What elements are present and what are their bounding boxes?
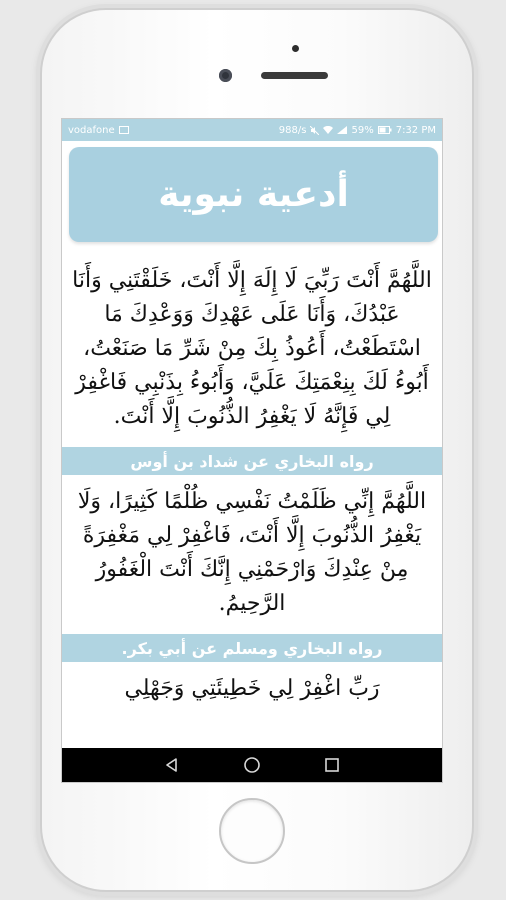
earpiece-speaker [261,72,328,79]
status-bar [62,119,442,141]
front-camera [219,69,232,82]
home-nav-button[interactable] [240,753,264,777]
battery-percent: 59% [351,124,374,136]
page-title: أدعية نبوية [158,174,349,215]
mute-icon [310,126,319,135]
wifi-icon [323,126,333,134]
recents-button[interactable] [320,753,344,777]
signal-icon [337,126,347,134]
carrier-label: vodafone [68,124,115,136]
network-speed: 988/s [278,124,307,136]
proximity-sensor [292,45,299,52]
dua-text: اللَّهُمَّ إِنِّي ظَلَمْتُ نَفْسِي ظُلْمًا كَثِيرًا، وَلَا يَغْفِرُ الذُّنُوبَ إِلَّا أَنْتَ، فَاغْفِرْ لِي مَغْفِرَةً مِنْ عِنْدِكَ وَارْحَمْنِي إِنَّكَ أَنْتَ الْغَفُورُ الرَّحِيمُ. [77,489,427,616]
screen [61,118,443,783]
narrator-bar: رواه البخاري ومسلم عن أبي بكر. [62,634,442,662]
dua-text: رَبِّ اغْفِرْ لِي خَطِيئَتِي وَجَهْلِي [124,676,380,701]
header-card [69,147,438,242]
physical-home-button[interactable] [219,798,285,864]
home-circle-icon [243,756,261,774]
battery-icon [378,126,392,134]
navigation-bar [62,748,442,782]
clock: 7:32 PM [395,124,436,136]
dua-list[interactable] [62,141,442,748]
back-button[interactable] [160,753,184,777]
recents-square-icon [324,757,340,773]
dua-text: اللَّهُمَّ أَنْتَ رَبِّيَ لَا إِلَهَ إِلَّا أَنْتَ، خَلَقْتَنِي وَأَنَا عَبْدُكَ، وَأَنَا عَلَى عَهْدِكَ وَوَعْدِكَ مَا اسْتَطَعْتُ، أَعُوذُ بِكَ مِنْ شَرِّ مَا صَنَعْتُ، أَبُوءُ لَكَ بِنِعْمَتِكَ عَلَيَّ، وَأَبُوءُ بِذَنْبِي فَاغْفِرْ لِي فَإِنَّهُ لَا يَغْفِرُ الذُّنُوبَ إِلَّا أَنْتَ. [72,268,432,429]
back-triangle-icon [164,757,180,773]
narrator-bar: رواه البخاري عن شداد بن أوس [62,447,442,475]
screenshot-icon [119,126,129,134]
